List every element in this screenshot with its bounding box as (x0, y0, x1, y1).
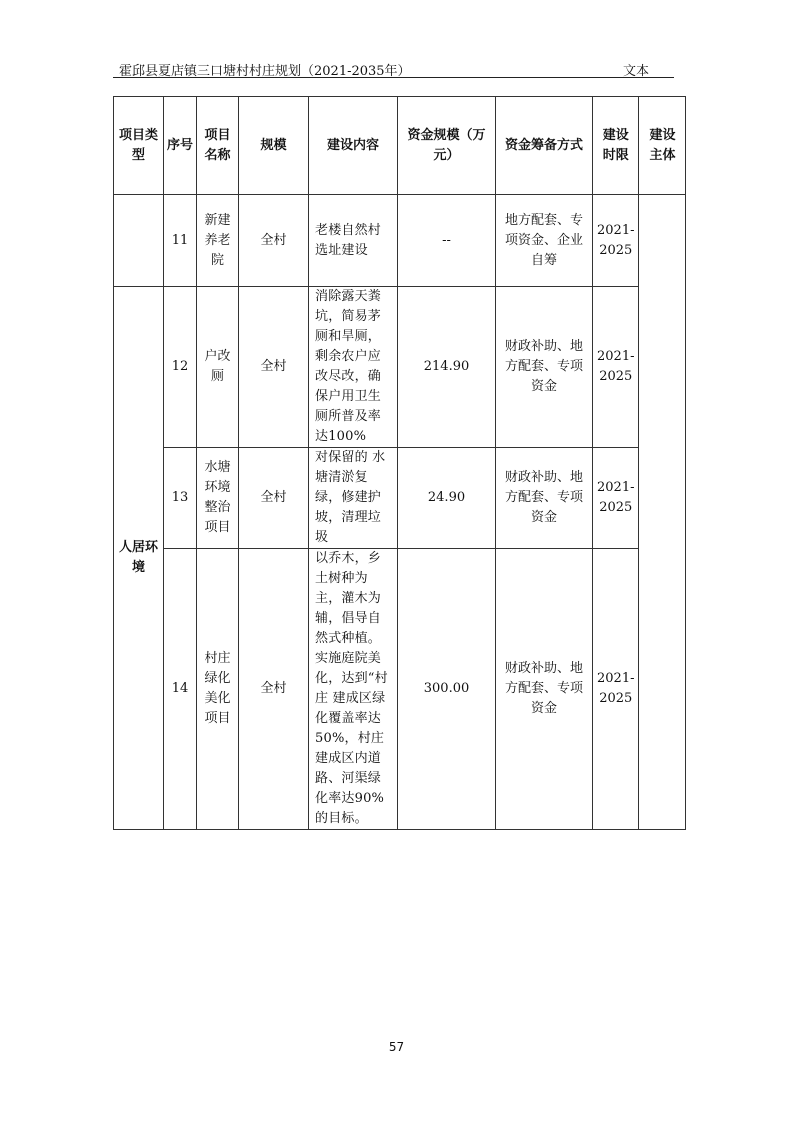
col-header-content: 建设内容 (309, 97, 398, 195)
col-header-number: 序号 (164, 97, 197, 195)
build-period: 2021-2025 (593, 195, 639, 287)
project-content: 消除露天粪坑，简易茅厕和旱厕，剩余农户应改尽改，确保户用卫生厕所普及率达100% (309, 287, 398, 448)
col-header-source: 资金筹备方式 (496, 97, 593, 195)
project-scale: 全村 (239, 448, 309, 549)
col-header-category: 项目类型 (114, 97, 164, 195)
table-row (114, 549, 686, 830)
row-number: 14 (164, 549, 197, 830)
project-name: 水塘环境整治项目 (197, 448, 239, 549)
col-header-scale: 规模 (239, 97, 309, 195)
project-name: 户改厕 (197, 287, 239, 448)
category-cell-empty (114, 195, 164, 287)
project-fund: -- (398, 195, 496, 287)
build-period: 2021-2025 (593, 549, 639, 830)
col-header-subject: 建设主体 (639, 97, 686, 195)
build-subject (639, 195, 686, 830)
build-period: 2021-2025 (593, 287, 639, 448)
project-content: 以乔木，乡土树种为主，灌木为辅，倡导自然式种植。实施庭院美化，达到“村庄 建成区绿化覆盖率达50%，村庄建成区内道路、河渠绿化率达90%的目标。 (309, 549, 398, 830)
col-header-fund: 资金规模（万元） (398, 97, 496, 195)
fund-source: 地方配套、专项资金、企业自筹 (496, 195, 593, 287)
project-name: 村庄绿化美化项目 (197, 549, 239, 830)
col-header-period: 建设时限 (593, 97, 639, 195)
row-number: 13 (164, 448, 197, 549)
project-content: 老楼自然村选址建设 (309, 195, 398, 287)
project-table (113, 96, 686, 830)
section-label: 文本 (622, 64, 649, 79)
category-cell: 人居环境 (114, 287, 164, 830)
row-number: 12 (164, 287, 197, 448)
page-number: 57 (388, 1040, 405, 1054)
table-row (114, 448, 686, 549)
table-row (114, 287, 686, 448)
fund-source: 财政补助、地方配套、专项资金 (496, 549, 593, 830)
project-fund: 300.00 (398, 549, 496, 830)
project-content: 对保留的 水塘清淤复绿，修建护坡，清理垃圾 (309, 448, 398, 549)
document-title: 霍邱县夏店镇三口塘村村庄规划（2021-2035年） (119, 64, 411, 79)
fund-source: 财政补助、地方配套、专项资金 (496, 287, 593, 448)
table-header-row (114, 97, 686, 195)
project-scale: 全村 (239, 549, 309, 830)
fund-source: 财政补助、地方配套、专项资金 (496, 448, 593, 549)
project-fund: 24.90 (398, 448, 496, 549)
project-fund: 214.90 (398, 287, 496, 448)
col-header-name: 项目名称 (197, 97, 239, 195)
header-rule (113, 77, 674, 78)
project-scale: 全村 (239, 287, 309, 448)
table-row (114, 195, 686, 287)
page-header (113, 58, 683, 78)
project-name: 新建养老院 (197, 195, 239, 287)
row-number: 11 (164, 195, 197, 287)
project-scale: 全村 (239, 195, 309, 287)
build-period: 2021-2025 (593, 448, 639, 549)
